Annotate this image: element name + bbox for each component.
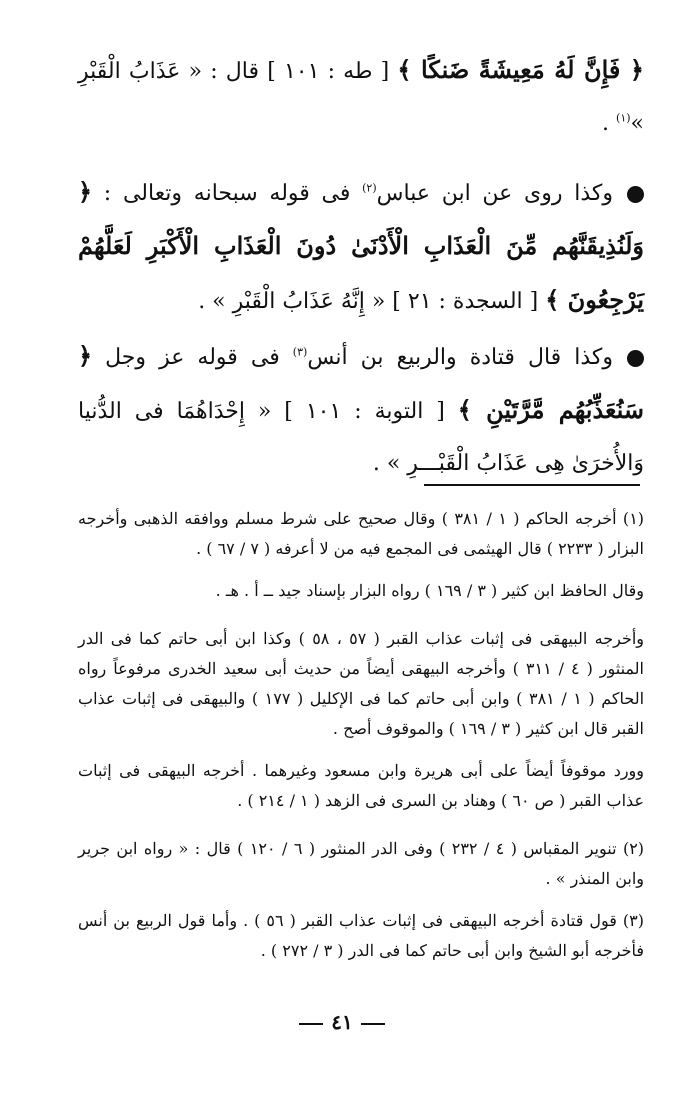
paragraph-end: . xyxy=(602,111,617,136)
footnote-1: (١) أخرجه الحاكم ( ١ / ٣٨١ ) وقال صحيح على شرط مسلم ووافقه الذهبى وأخرجه البزار ( ٢٢٣٣ ) قال الهيثمى فى المجمع فيه من لا أعرفه ( ٧ / ٦٧ ) . xyxy=(78,509,645,558)
footnote-1-continued: وقال الحافظ ابن كثير ( ٣ / ١٦٩ ) رواه البزار بإسناد جيد ــ أ . هـ . xyxy=(215,581,644,600)
verse-reference: [ التوبة : ١٠١ ] « إِحْدَاهُمَا فى الدُّنيا وَالأُخرَىٰ هِى عَذَابُ الْقَبْـــرِ » . xyxy=(78,399,644,476)
quran-verse: ﴿ فَإِنَّ لَهُ مَعِيشَةً ضَنكًا ﴾ xyxy=(397,55,644,84)
paragraph-intro: وكذا روى عن ابن عباس xyxy=(376,181,613,206)
footnote-3: (٣) قول قتادة أخرجه البيهقى فى إثبات عذاب القبر ( ٥٦ ) . وأما قول الربيع بن أنس فأخرجه أبو الشيخ وابن أبى حاتم كما فى الدر ( ٣ / ٢٧٢ ) . xyxy=(78,911,644,960)
footnote-marker-2: (٢) xyxy=(362,181,377,195)
verse-reference: [ طه : ١٠١ ] قال : « عَذَابُ الْقَبْرِ » xyxy=(78,59,644,136)
footnote-marker-3: (٣) xyxy=(292,345,308,359)
paragraph-3 xyxy=(78,330,644,490)
quran-verse: ﴿ وَلَنُذِيقَنَّهُم مِّنَ الْعَذَابِ الْأَدْنَىٰ دُونَ الْعَذَابِ الْأَكْبَرِ لَعَلَّهُمْ يَرْجِعُونَ ﴾ xyxy=(78,177,644,314)
dash-decoration xyxy=(361,1023,385,1025)
bullet-icon xyxy=(627,350,644,367)
footnote-divider xyxy=(424,484,640,486)
footnote-1-mawquf: وورد موقوفاً أيضاً على أبى هريرة وابن مسعود وغيرهما . أخرجه البيهقى فى إثبات عذاب القبر ( ص ٦٠ ) وهناد بن السرى فى الزهد ( ١ / ٢١٤ ) . xyxy=(78,761,644,810)
page-number-value: ٤١ xyxy=(331,1010,353,1034)
dash-decoration xyxy=(299,1023,323,1025)
paragraph-2 xyxy=(78,166,644,328)
quran-verse: ﴿ سَنُعَذِّبُهُم مَّرَّتَيْنِ ﴾ xyxy=(78,341,644,424)
verse-reference: [ السجدة : ٢١ ] « إِنَّهُ عَذَابُ الْقَبْرِ » . xyxy=(198,289,546,314)
paragraph-1 xyxy=(78,44,644,150)
bullet-icon xyxy=(627,186,644,203)
footnote-2: (٢) تنوير المقباس ( ٤ / ٢٣٢ ) وفى الدر المنثور ( ٦ / ١٢٠ ) قال : « رواه ابن جرير وابن المنذر » . xyxy=(78,839,645,888)
paragraph-text: فى قوله سبحانه وتعالى : xyxy=(92,181,363,206)
paragraph-text: فى قوله عز وجل xyxy=(92,345,293,370)
footnote-marker-1: (١) xyxy=(616,111,631,125)
page-number xyxy=(0,1010,684,1034)
footnote-1-sources: وأخرجه البيهقى فى إثبات عذاب القبر ( ٥٧ ، ٥٨ ) وكذا ابن أبى حاتم كما فى الدر المنثور ( ٤ / ٣١١ ) وأخرجه البيهقى أيضاً من حديث أبى سعيد الخدرى مرفوعاً رواه الحاكم ( ١ / ٣٨١ ) وابن أبى حاتم كما فى الإكليل ( ١٧٧ ) والبيهقى فى إثبات عذاب القبر قال ابن كثير ( ٣ / ١٦٩ ) والموقوف أصح . xyxy=(78,629,645,738)
paragraph-intro: وكذا قال قتادة والربيع بن أنس xyxy=(307,345,613,370)
